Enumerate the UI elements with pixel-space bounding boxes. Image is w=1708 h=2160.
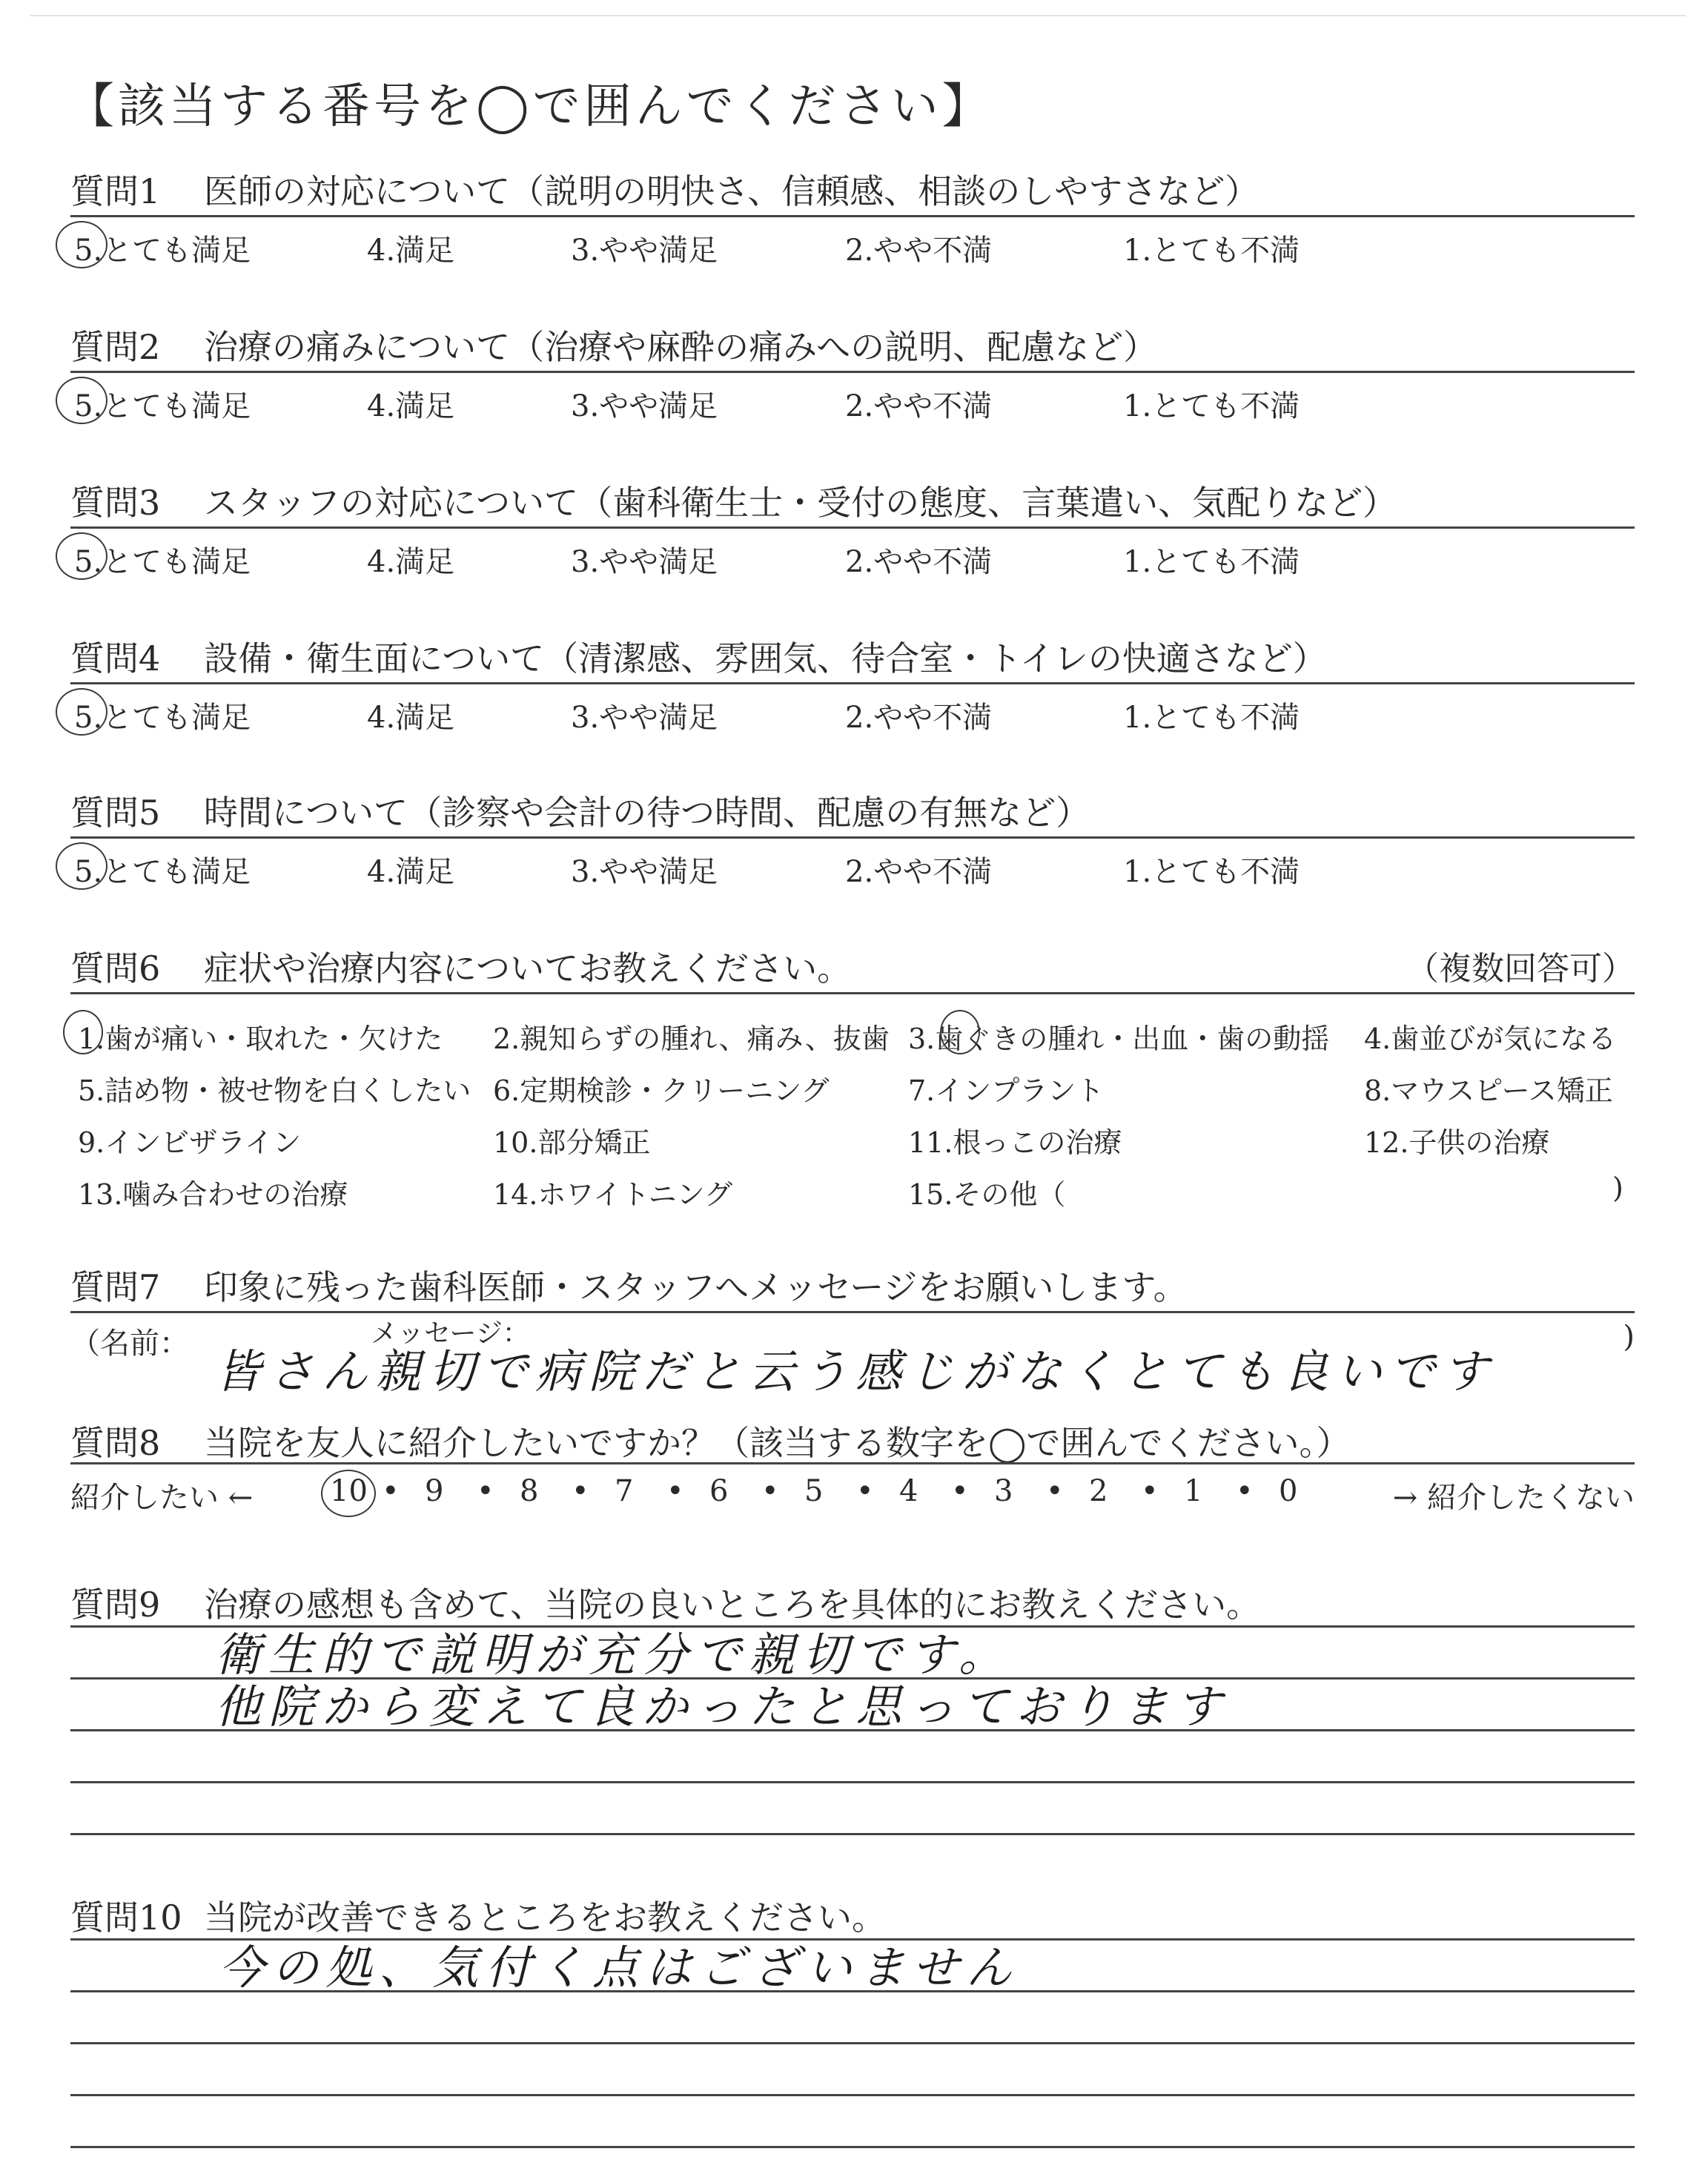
question-number: 質問3 bbox=[70, 483, 161, 523]
question-text: 印象に残った歯科医師・スタッフへメッセージをお願いします。 bbox=[204, 1267, 1188, 1307]
scale-separator: • bbox=[761, 1474, 779, 1508]
question-text: 時間について（診察や会計の待つ時間、配慮の有無など） bbox=[204, 793, 1090, 833]
question-text: スタッフの対応について（歯科衛生士・受付の態度、言葉遣い、気配りなど） bbox=[204, 483, 1397, 523]
rating-option[interactable]: 5.とても満足 bbox=[74, 855, 251, 889]
question-text: 治療の感想も含めて、当院の良いところを具体的にお教えください。 bbox=[204, 1585, 1261, 1625]
name-close-paren: ) bbox=[1623, 1320, 1635, 1354]
recommend-score[interactable]: 10 bbox=[330, 1474, 368, 1508]
rating-option[interactable]: 2.やや不満 bbox=[845, 389, 993, 423]
question-2 bbox=[70, 320, 1635, 432]
recommend-score[interactable]: 8 bbox=[520, 1474, 539, 1508]
rating-option[interactable]: 5.とても満足 bbox=[74, 234, 251, 268]
question-6-label bbox=[70, 942, 851, 991]
question-4 bbox=[70, 632, 1635, 743]
question-number: 質問5 bbox=[70, 793, 161, 833]
answer-line bbox=[70, 1781, 1635, 1783]
rating-option[interactable]: 5.とても満足 bbox=[74, 389, 251, 423]
scale-separator: • bbox=[1046, 1474, 1064, 1508]
question-7-label bbox=[70, 1261, 1188, 1309]
question-number: 質問1 bbox=[70, 171, 161, 211]
question-text: 治療の痛みについて（治療や麻酔の痛みへの説明、配慮など） bbox=[204, 327, 1158, 367]
form-title: 【該当する番号を◯で囲んでください】 bbox=[67, 79, 993, 134]
question-7 bbox=[70, 1261, 1635, 1398]
question-10 bbox=[70, 1891, 1635, 1938]
question-text: 当院を友人に紹介したいですか？（該当する数字を◯で囲んでください。） bbox=[204, 1423, 1351, 1463]
selected-answer-circle bbox=[56, 532, 107, 580]
recommend-score[interactable]: 4 bbox=[899, 1474, 918, 1508]
recommend-score[interactable]: 1 bbox=[1184, 1474, 1203, 1508]
symptom-option[interactable]: 13.噛み合わせの治療 bbox=[78, 1178, 348, 1211]
question-number: 質問4 bbox=[70, 638, 161, 678]
selected-answer-circle bbox=[940, 1010, 980, 1054]
question-number: 質問8 bbox=[70, 1423, 161, 1463]
rating-option[interactable]: 3.やや満足 bbox=[571, 389, 718, 423]
handwritten-answer-line: 他院から変えて良かったと思っております bbox=[215, 1680, 1230, 1734]
selected-answer-circle bbox=[63, 1010, 103, 1054]
rating-option[interactable]: 2.やや不満 bbox=[845, 701, 993, 735]
symptom-option[interactable]: 15.その他（ bbox=[908, 1178, 1066, 1211]
top-border bbox=[30, 15, 1686, 16]
question-underline bbox=[70, 1462, 1635, 1464]
question-8 bbox=[70, 1416, 1635, 1520]
question-number: 質問10 bbox=[70, 1898, 182, 1938]
selected-answer-circle bbox=[56, 688, 107, 736]
question-underline bbox=[70, 526, 1635, 529]
rating-option[interactable]: 1.とても不満 bbox=[1123, 234, 1300, 268]
question-4-label bbox=[70, 632, 1327, 681]
answer-line bbox=[70, 2094, 1635, 2096]
rating-option[interactable]: 3.やや満足 bbox=[571, 855, 718, 889]
question-underline bbox=[70, 215, 1635, 217]
rating-option[interactable]: 4.満足 bbox=[367, 855, 455, 889]
answer-line bbox=[70, 2042, 1635, 2044]
scale-separator: • bbox=[856, 1474, 874, 1508]
symptom-option[interactable]: 4.歯並びが気になる bbox=[1364, 1023, 1617, 1055]
other-close-paren: ) bbox=[1612, 1172, 1623, 1204]
symptom-option[interactable]: 14.ホワイトニング bbox=[493, 1178, 733, 1211]
rating-option[interactable]: 5.とても満足 bbox=[74, 545, 251, 579]
rating-option[interactable]: 3.やや満足 bbox=[571, 234, 718, 268]
rating-option[interactable]: 2.やや不満 bbox=[845, 545, 993, 579]
question-3-label bbox=[70, 476, 1397, 525]
question-3 bbox=[70, 476, 1635, 587]
question-text: 症状や治療内容についてお教えください。 bbox=[204, 948, 852, 988]
scale-separator: • bbox=[1236, 1474, 1254, 1508]
rating-option[interactable]: 1.とても不満 bbox=[1123, 389, 1300, 423]
handwritten-answer-line: 衛生的で説明が充分で親切です。 bbox=[215, 1628, 1013, 1682]
symptom-option[interactable]: 12.子供の治療 bbox=[1364, 1126, 1550, 1159]
question-underline bbox=[70, 371, 1635, 373]
recommend-score[interactable]: 9 bbox=[425, 1474, 444, 1508]
selected-score-circle bbox=[321, 1470, 376, 1517]
rating-option[interactable]: 2.やや不満 bbox=[845, 855, 993, 889]
symptom-option[interactable]: 7.インプラント bbox=[908, 1074, 1105, 1107]
symptom-option[interactable]: 5.詰め物・被せ物を白くしたい bbox=[78, 1074, 471, 1107]
question-underline bbox=[70, 836, 1635, 839]
question-5-label bbox=[70, 786, 1090, 835]
answer-line bbox=[70, 1990, 1635, 1992]
rating-option[interactable]: 4.満足 bbox=[367, 545, 455, 579]
rating-option[interactable]: 4.満足 bbox=[367, 701, 455, 735]
scale-separator: • bbox=[477, 1474, 494, 1508]
selected-answer-circle bbox=[56, 377, 107, 424]
symptom-option[interactable]: 1.歯が痛い・取れた・欠けた bbox=[78, 1023, 443, 1055]
recommend-score[interactable]: 2 bbox=[1089, 1474, 1108, 1508]
rating-option[interactable]: 3.やや満足 bbox=[571, 545, 718, 579]
symptom-option[interactable]: 6.定期検診・クリーニング bbox=[493, 1074, 830, 1107]
selected-answer-circle bbox=[56, 221, 107, 268]
answer-line bbox=[70, 1833, 1635, 1835]
multiple-answers-note: （複数回答可） bbox=[1406, 950, 1635, 988]
rating-option[interactable]: 1.とても不満 bbox=[1123, 545, 1300, 579]
selected-answer-circle bbox=[56, 842, 107, 890]
rating-option[interactable]: 2.やや不満 bbox=[845, 234, 993, 268]
question-number: 質問2 bbox=[70, 327, 161, 367]
question-1 bbox=[70, 165, 1635, 276]
scale-separator: • bbox=[951, 1474, 969, 1508]
recommend-score[interactable]: 3 bbox=[994, 1474, 1013, 1508]
question-8-label bbox=[70, 1416, 1350, 1465]
question-9 bbox=[70, 1578, 1635, 1625]
recommend-right-label: → 紹介したくない bbox=[1392, 1481, 1635, 1515]
rating-option[interactable]: 5.とても満足 bbox=[74, 701, 251, 735]
symptom-option[interactable]: 3.歯ぐきの腫れ・出血・歯の動揺 bbox=[908, 1023, 1330, 1055]
question-underline bbox=[70, 992, 1635, 994]
question-number: 質問7 bbox=[70, 1267, 161, 1307]
question-text: 医師の対応について（説明の明快さ、信頼感、相談のしやすさなど） bbox=[204, 171, 1260, 211]
name-label: （名前： bbox=[70, 1327, 189, 1361]
rating-option[interactable]: 1.とても不満 bbox=[1123, 701, 1300, 735]
question-1-label bbox=[70, 165, 1259, 214]
symptom-option[interactable]: 9.インビザライン bbox=[78, 1126, 302, 1159]
question-number: 質問9 bbox=[70, 1585, 161, 1625]
rating-option[interactable]: 4.満足 bbox=[367, 389, 455, 423]
answer-line bbox=[70, 1729, 1635, 1731]
symptom-option[interactable]: 2.親知らずの腫れ、痛み、抜歯 bbox=[493, 1023, 890, 1055]
message-label: メッセージ： bbox=[371, 1318, 529, 1349]
answer-line bbox=[70, 2146, 1635, 2148]
symptom-option[interactable]: 8.マウスピース矯正 bbox=[1364, 1074, 1613, 1107]
question-5 bbox=[70, 786, 1635, 897]
scale-separator: • bbox=[382, 1474, 400, 1508]
recommend-score[interactable]: 5 bbox=[804, 1474, 824, 1508]
handwritten-message: 皆さん親切で病院だと云う感じがなくとても良いです bbox=[215, 1344, 1497, 1398]
question-underline bbox=[70, 682, 1635, 684]
scale-separator: • bbox=[1141, 1474, 1159, 1508]
recommend-score[interactable]: 7 bbox=[615, 1474, 634, 1508]
scale-separator: • bbox=[572, 1474, 589, 1508]
recommend-score[interactable]: 0 bbox=[1279, 1474, 1298, 1508]
question-2-label bbox=[70, 320, 1157, 369]
handwritten-answer-line: 今の処、気付く点はございません bbox=[219, 1941, 1020, 1995]
question-underline bbox=[70, 1311, 1635, 1313]
question-number: 質問6 bbox=[70, 948, 161, 988]
symptom-option[interactable]: 11.根っこの治療 bbox=[908, 1126, 1122, 1159]
question-text: 当院が改善できるところをお教えください。 bbox=[204, 1898, 886, 1938]
question-text: 設備・衛生面について（清潔感、雰囲気、待合室・トイレの快適さなど） bbox=[204, 638, 1327, 678]
rating-option[interactable]: 4.満足 bbox=[367, 234, 455, 268]
rating-option[interactable]: 1.とても不満 bbox=[1123, 855, 1300, 889]
recommend-score[interactable]: 6 bbox=[709, 1474, 729, 1508]
scale-separator: • bbox=[666, 1474, 684, 1508]
rating-option[interactable]: 3.やや満足 bbox=[571, 701, 718, 735]
recommend-left-label: 紹介したい ← bbox=[70, 1481, 254, 1515]
question-6 bbox=[70, 942, 1635, 1223]
symptom-option[interactable]: 10.部分矯正 bbox=[493, 1126, 651, 1159]
